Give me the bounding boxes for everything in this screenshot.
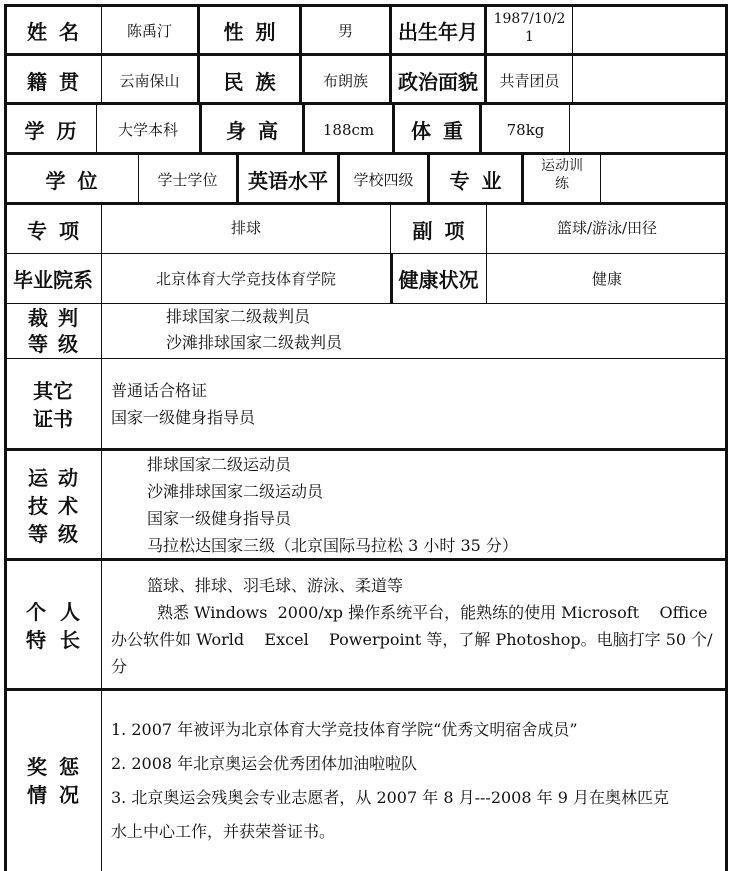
certificates-line-1: 普通话合格证 — [111, 381, 208, 400]
name-label: 姓名 — [27, 19, 91, 44]
athlete-level-line-2: 沙滩排球国家二级运动员 — [147, 482, 324, 501]
photo-cell-r1 — [572, 4, 728, 56]
referee-label-line2: 等级 — [28, 332, 88, 356]
skills-label — [4, 560, 102, 691]
referee-label — [4, 303, 102, 359]
certificates-line-2: 国家一级健身指导员 — [111, 408, 256, 427]
politics-value: 共青团员 — [499, 71, 560, 90]
awards-label-line1: 奖惩 — [27, 754, 91, 779]
origin-value: 云南保山 — [119, 71, 180, 90]
politics-label: 政治面貌 — [398, 69, 478, 94]
ethnic-label: 民族 — [223, 69, 288, 94]
photo-cell-r2 — [572, 55, 728, 105]
school-label: 毕业院系 — [13, 268, 93, 292]
main-sport-label: 专项 — [27, 218, 91, 243]
skills-value — [111, 572, 723, 680]
athlete-level-line-4: 马拉松达国家三级（北京国际马拉松 3 小时 35 分） — [147, 536, 518, 555]
referee-line-1: 排球国家二级裁判员 — [166, 307, 311, 326]
awards-line-4: 水上中心工作，并获荣誉证书。 — [111, 822, 336, 841]
birth-label: 出生年月 — [398, 19, 478, 44]
name-value: 陈禹汀 — [126, 21, 172, 40]
health-value: 健康 — [591, 270, 622, 288]
referee-value — [166, 304, 342, 356]
major-value-line1: 运动训 — [541, 158, 583, 174]
photo-cell-r4 — [600, 154, 728, 205]
skills-line-3: 办公软件如 World Excel Powerpoint 等，了解 Photoshop。电脑打字 50 个/ — [111, 630, 713, 649]
health-label: 健康状况 — [398, 268, 479, 292]
photo-cell-r3 — [569, 104, 728, 155]
certificates-label — [4, 358, 102, 451]
english-label: 英语水平 — [248, 169, 328, 193]
gender-value: 男 — [337, 21, 353, 40]
weight-label: 体重 — [411, 119, 475, 143]
skills-line-1: 篮球、排球、羽毛球、游泳、柔道等 — [147, 576, 404, 595]
english-value: 学校四级 — [353, 171, 414, 189]
origin-label: 籍贯 — [27, 69, 91, 94]
gender-label: 性别 — [223, 19, 288, 44]
athlete-level-line-1: 排球国家二级运动员 — [147, 455, 292, 474]
awards-line-3: 3. 北京奥运会残奥会专业志愿者，从 2007 年 8 月---2008 年 9 月在奥林匹克 — [111, 788, 669, 807]
referee-line-2: 沙滩排球国家二级裁判员 — [166, 333, 343, 352]
skills-line-4: 分 — [111, 657, 128, 676]
skills-label-line1: 个人 — [26, 599, 94, 624]
certificates-label-line1: 其它 — [33, 378, 73, 403]
major-value-line2: 练 — [555, 176, 569, 192]
birth-value-line1: 1987/10/2 — [493, 11, 566, 27]
certificates-value — [111, 377, 255, 431]
sub-sport-value: 篮球/游泳/田径 — [556, 218, 658, 237]
education-value: 大学本科 — [117, 121, 178, 139]
weight-value: 78kg — [506, 120, 545, 139]
awards-value — [111, 713, 669, 849]
height-value: 188cm — [322, 120, 375, 139]
major-value — [523, 154, 601, 198]
awards-line-2: 2. 2008 年北京奥运会优秀团体加油啦啦队 — [111, 754, 418, 773]
ethnic-value: 布朗族 — [322, 71, 368, 90]
birth-value-line2: 1 — [525, 29, 534, 45]
athlete-level-line-3: 国家一级健身指导员 — [147, 509, 292, 528]
birth-value — [486, 6, 573, 50]
athlete-level-label-line3: 等级 — [28, 521, 88, 546]
major-label: 专业 — [449, 169, 514, 193]
skills-line-2: 熟悉 Windows 2000/xp 操作系统平台，能熟练的使用 Microsoft Office — [157, 603, 708, 622]
athlete-level-label-line2: 技术 — [28, 493, 88, 518]
school-value: 北京体育大学竞技体育学院 — [155, 270, 336, 288]
main-sport-value: 排球 — [230, 218, 261, 237]
referee-label-line1: 裁判 — [28, 306, 88, 330]
athlete-level-label-line1: 运动 — [28, 465, 88, 490]
degree-value: 学士学位 — [157, 171, 218, 189]
degree-label: 学位 — [45, 169, 110, 193]
awards-label — [4, 690, 102, 871]
certificates-label-line2: 证书 — [33, 406, 73, 431]
athlete-level-value — [147, 451, 518, 559]
height-label: 身高 — [226, 119, 290, 143]
awards-label-line2: 情况 — [27, 782, 91, 807]
sub-sport-label: 副项 — [412, 218, 477, 243]
awards-line-1: 1. 2007 年被评为北京体育大学竞技体育学院“优秀文明宿舍成员” — [111, 720, 578, 739]
education-label: 学历 — [24, 119, 89, 143]
athlete-level-label — [4, 450, 102, 561]
skills-label-line2: 特长 — [26, 627, 94, 652]
